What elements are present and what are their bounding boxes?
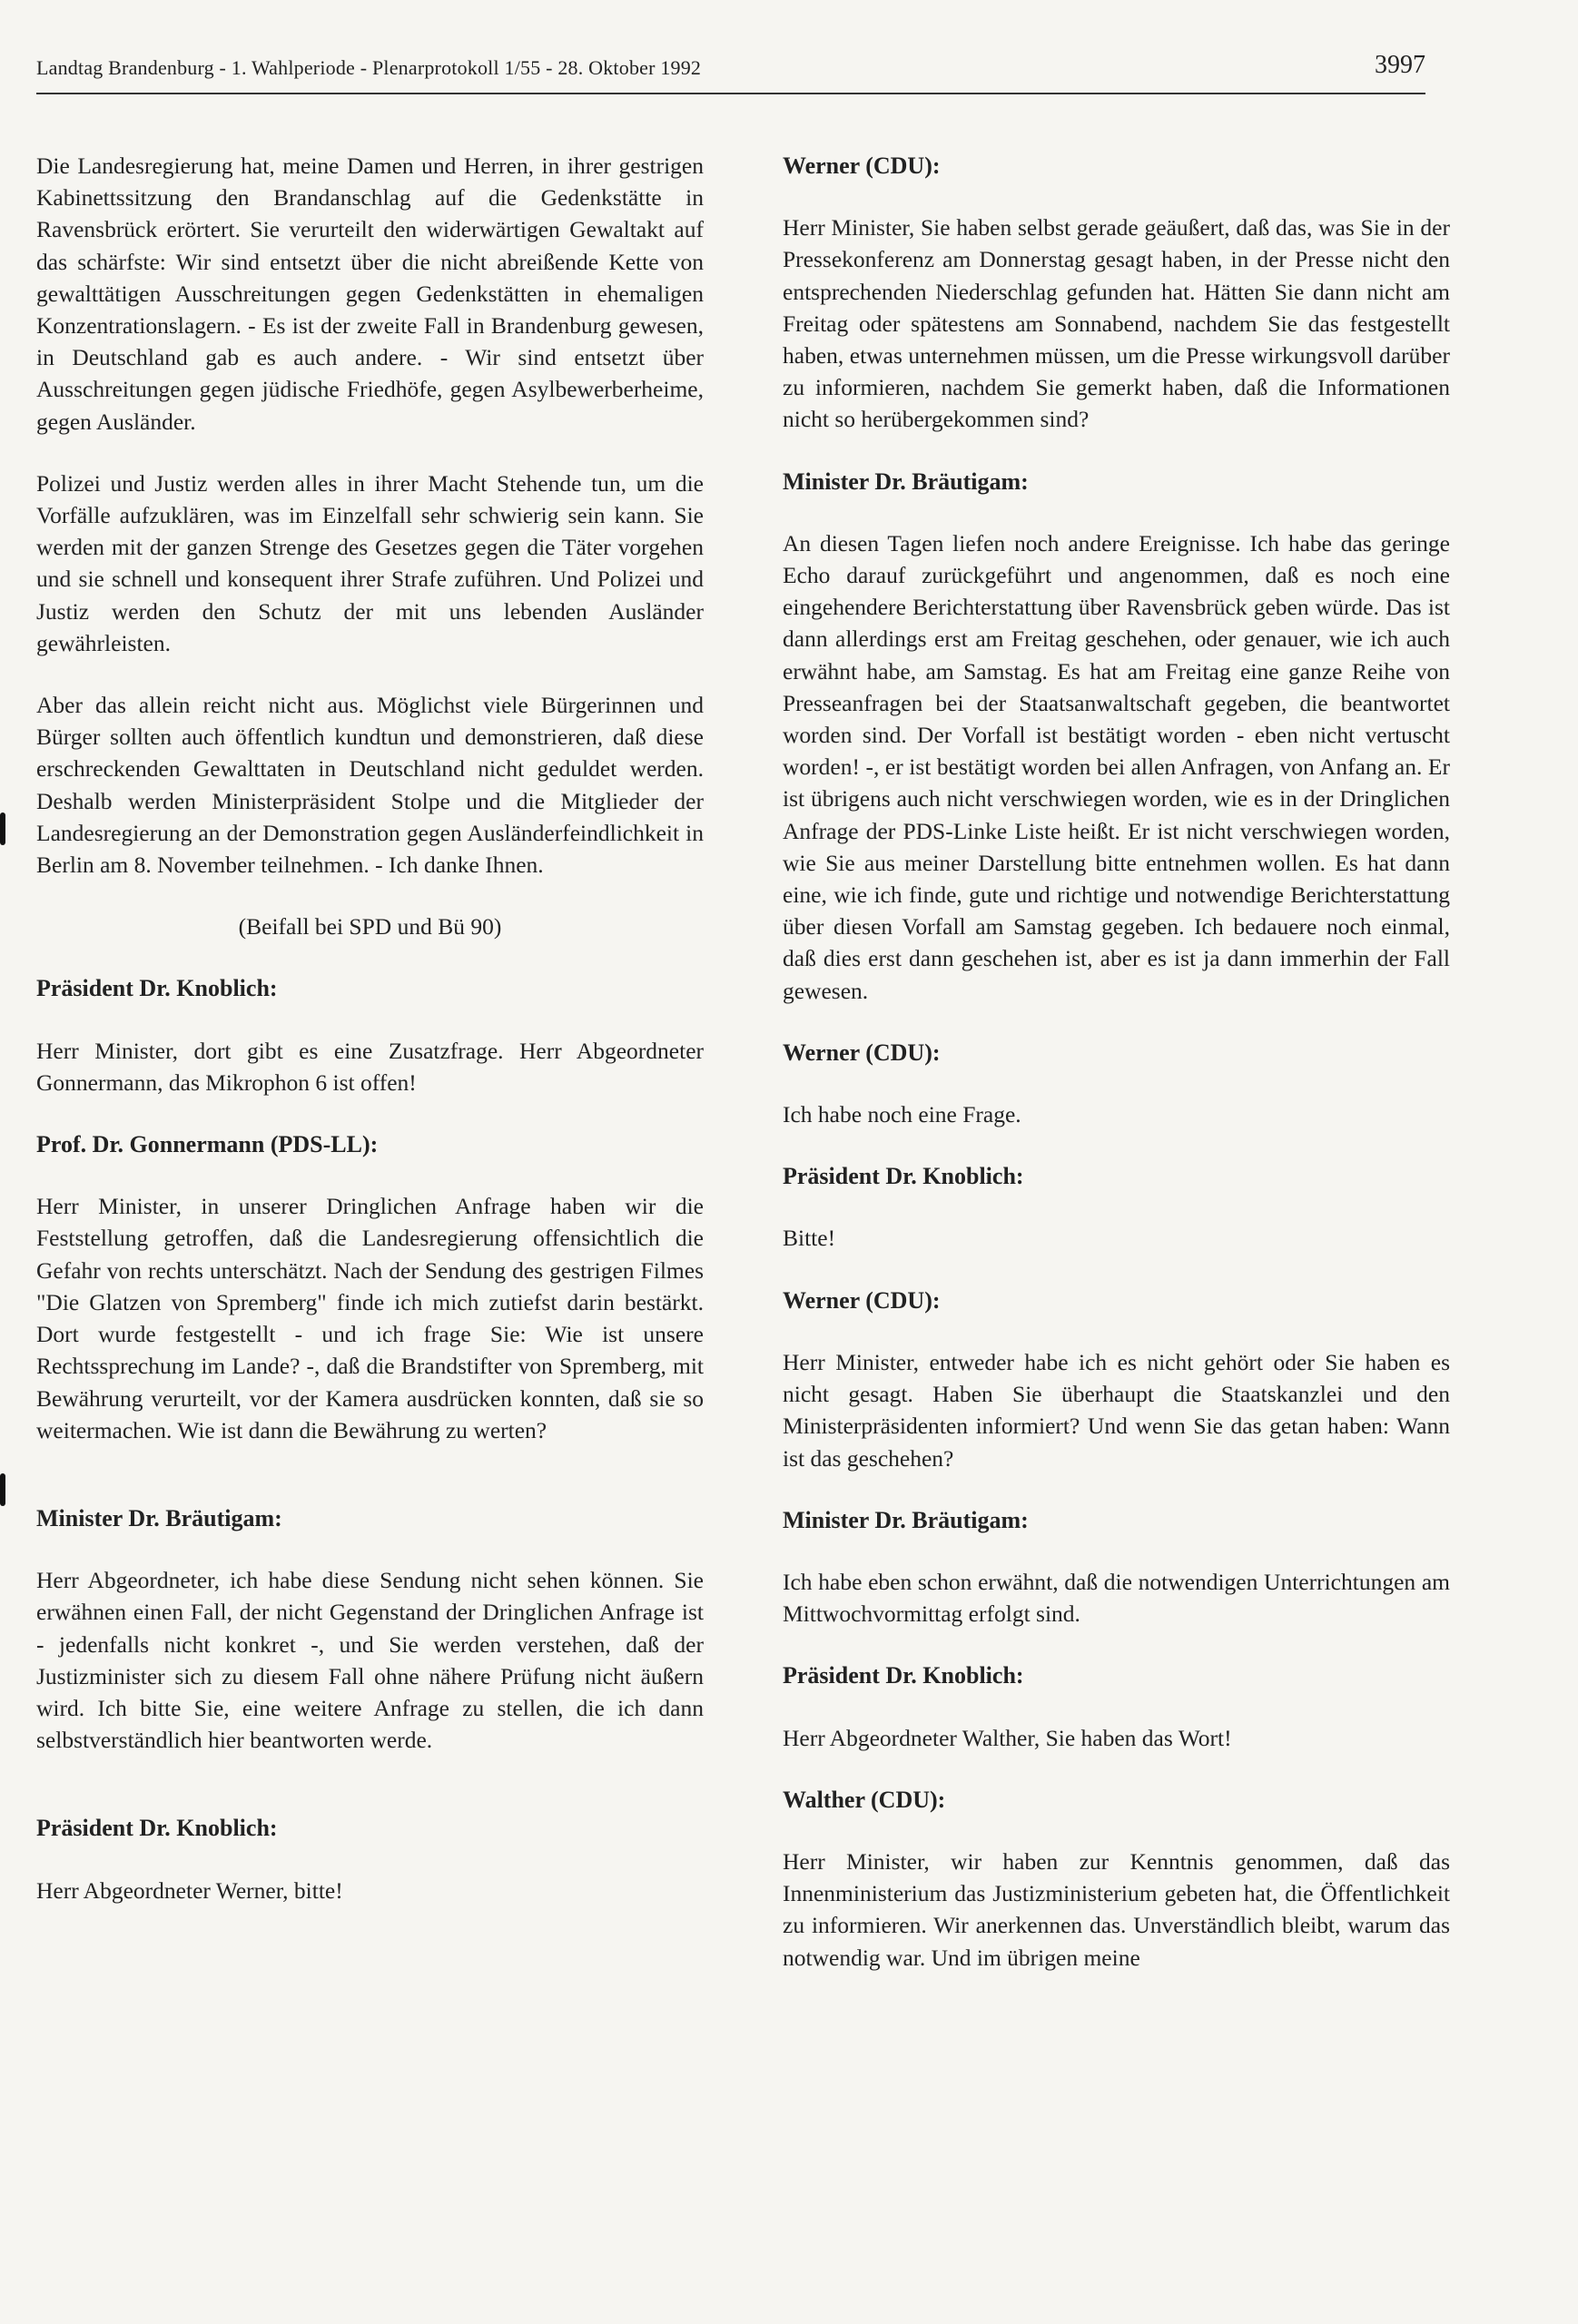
speaker-heading: Präsident Dr. Knoblich: bbox=[36, 975, 278, 1002]
speech-paragraph: Herr Minister, Sie haben selbst gerade geäußert, daß das, was Sie in der Pressekonferenz am Donnerstag gesagt haben, in der Presse nicht den entsprechenden Niederschlag gefunden hat. Hätten Sie dann nicht am Freitag oder spätestens am Sonnabend, nachdem Sie das festgestellt haben, etwas unternehmen müssen, um die Presse wirkungsvoll darüber zu informieren, nachdem Sie gemerkt haben, daß die Informationen nicht so herübergekommen sind? bbox=[783, 214, 1450, 433]
page-header bbox=[36, 47, 1425, 94]
speaker-heading: Präsident Dr. Knoblich: bbox=[36, 1815, 278, 1842]
speech-paragraph: Bitte! bbox=[783, 1225, 836, 1252]
speech-paragraph: Die Landesregierung hat, meine Damen und Herren, in ihrer gestrigen Kabinettssitzung den Brandanschlag auf die Gedenkstätte in Ravensbrück erörtert. Sie verurteilt den widerwärtigen Gewaltakt auf das schärfste: Wir sind entsetzt über die nicht abreißende Kette von gewalttätigen Ausschreitungen gegen Gedenkstätten in ehemaligen Konzentrationslagern. - Es ist der zweite Fall in Brandenburg gewesen, in Deutschland gab es auch andere. - Wir sind entsetzt über Ausschreitungen gegen jüdische Friedhöfe, gegen Asylbewerberheime, gegen Ausländer. bbox=[36, 153, 704, 435]
left-text-column bbox=[36, 150, 704, 1936]
right-text-column bbox=[783, 150, 1450, 2004]
speech-paragraph: Aber das allein reicht nicht aus. Möglichst viele Bürgerinnen und Bürger sollten auch öffentlich kundtun und demonstrieren, daß diese erschreckenden Gewalttaten in Deutschland nicht geduldet werden. Deshalb werden Ministerpräsident Stolpe und die Mitglieder der Landesregierung an der Demonstration gegen Ausländerfeindlichkeit in Berlin am 8. November teilnehmen. - Ich danke Ihnen. bbox=[36, 692, 704, 879]
speaker-heading: Prof. Dr. Gonnermann (PDS-LL): bbox=[36, 1131, 379, 1158]
speech-paragraph: Herr Minister, dort gibt es eine Zusatzfrage. Herr Abgeordneter Gonnermann, das Mikrophon 6 ist offen! bbox=[36, 1037, 704, 1096]
speech-paragraph: Herr Abgeordneter, ich habe diese Sendung nicht sehen können. Sie erwähnen einen Fall, der nicht Gegenstand der Dringlichen Anfrage ist - jedenfalls nicht konkret -, und Sie werden verstehen, daß der Justizminister sich zu diesem Fall ohne nähere Prüfung nicht äußern wird. Ich bitte Sie, eine weitere Anfrage zu stellen, die ich dann selbstverständlich hier beantworten werde. bbox=[36, 1567, 704, 1754]
speech-paragraph: An diesen Tagen liefen noch andere Ereignisse. Ich habe das geringe Echo darauf zurückgeführt und angenommen, daß es noch eine eingehendere Berichterstattung über Ravensbrück geben würde. Das ist dann allerdings erst am Freitag geschehen, oder genauer, wie ich auch erwähnt habe, am Samstag. Es hat am Freitag eine ganze Reihe von Presseanfragen bei der Staatsanwaltschaft gegeben, die beantwortet worden sind. Der Vorfall ist bestätigt worden - eben nicht vertuscht worden! -, er ist bestätigt worden bei allen Anfragen, von Anfang an. Er ist übrigens auch nicht verschwiegen worden, wie es in der Dringlichen Anfrage der PDS-Linke Liste heißt. Er ist nicht verschwiegen worden, wie Sie aus meiner Darstellung bitte entnehmen wollen. Es hat dann eine, wie ich finde, gute und richtige und notwendige Berichterstattung über diesen Vorfall am Samstag gegeben. Ich bedauere noch einmal, daß dies erst dann geschehen ist, aber es ist ja dann immerhin der Fall gewesen. bbox=[783, 529, 1450, 1004]
speech-paragraph: Herr Abgeordneter Werner, bitte! bbox=[36, 1876, 343, 1904]
speaker-heading: Präsident Dr. Knoblich: bbox=[783, 1662, 1024, 1689]
speech-paragraph: Polizei und Justiz werden alles in ihrer Macht Stehende tun, um die Vorfälle aufzuklären, was im Einzelfall sehr schwierig sein kann. Sie werden mit der ganzen Strenge des Gesetzes gegen die Täter vorgehen und sie schnell und konsequent ihrer Strafe zuführen. Und Polizei und Justiz werden den Schutz der mit uns lebenden Ausländer gewährleisten. bbox=[36, 469, 704, 656]
speech-paragraph: Herr Abgeordneter Walther, Sie haben das Wort! bbox=[783, 1724, 1232, 1751]
binder-hole-mark bbox=[0, 812, 5, 845]
speaker-heading: Minister Dr. Bräutigam: bbox=[36, 1504, 282, 1531]
speech-paragraph: Ich habe noch eine Frage. bbox=[783, 1101, 1021, 1128]
speech-paragraph: Herr Minister, entweder habe ich es nicht gehört oder Sie haben es nicht gesagt. Haben Sie überhaupt die Staatskanzlei und den Ministerpräsidenten informiert? Und wenn Sie das getan haben: Wann ist das geschehen? bbox=[783, 1348, 1450, 1472]
speech-paragraph: Herr Minister, in unserer Dringlichen Anfrage haben wir die Feststellung getroffen, daß die Landesregierung offensichtlich die Gefahr von rechts unterschätzt. Nach der Sendung des gestrigen Filmes "Die Glatzen von Spremberg" finde ich mich zutiefst darin bestärkt. Dort wurde festgestellt - und ich frage Sie: Wie ist unsere Rechtssprechung im Lande? -, daß die Brandstifter von Spremberg, mit Bewährung verurteilt, vor der Kamera ausdrücken konnten, daß sie so weitermachen. Wie ist dann die Bewährung zu werten? bbox=[36, 1193, 704, 1443]
speaker-heading: Minister Dr. Bräutigam: bbox=[783, 1506, 1029, 1533]
speaker-heading: Minister Dr. Bräutigam: bbox=[783, 468, 1029, 495]
speaker-heading: Werner (CDU): bbox=[783, 1039, 941, 1066]
speaker-heading: Werner (CDU): bbox=[783, 153, 941, 179]
speaker-heading: Werner (CDU): bbox=[783, 1286, 941, 1314]
speaker-heading: Walther (CDU): bbox=[783, 1786, 946, 1813]
speaker-heading: Präsident Dr. Knoblich: bbox=[783, 1163, 1024, 1190]
speech-paragraph: Herr Minister, wir haben zur Kenntnis genommen, daß das Innenministerium das Justizministerium gebeten hat, die Öffentlichkeit zu informieren. Wir anerkennen das. Unverständlich bleibt, warum das notwendig war. Und im übrigen meine bbox=[783, 1847, 1450, 1971]
running-header-title: Landtag Brandenburg - 1. Wahlperiode - Plenarprotokoll 1/55 - 28. Oktober 1992 bbox=[36, 56, 702, 79]
page-number: 3997 bbox=[1375, 51, 1425, 79]
speech-paragraph: Ich habe eben schon erwähnt, daß die notwendigen Unterrichtungen am Mittwochvormittag erfolgt sind. bbox=[783, 1568, 1450, 1628]
interjection-note: (Beifall bei SPD und Bü 90) bbox=[238, 913, 502, 940]
binder-hole-mark bbox=[0, 1473, 5, 1506]
